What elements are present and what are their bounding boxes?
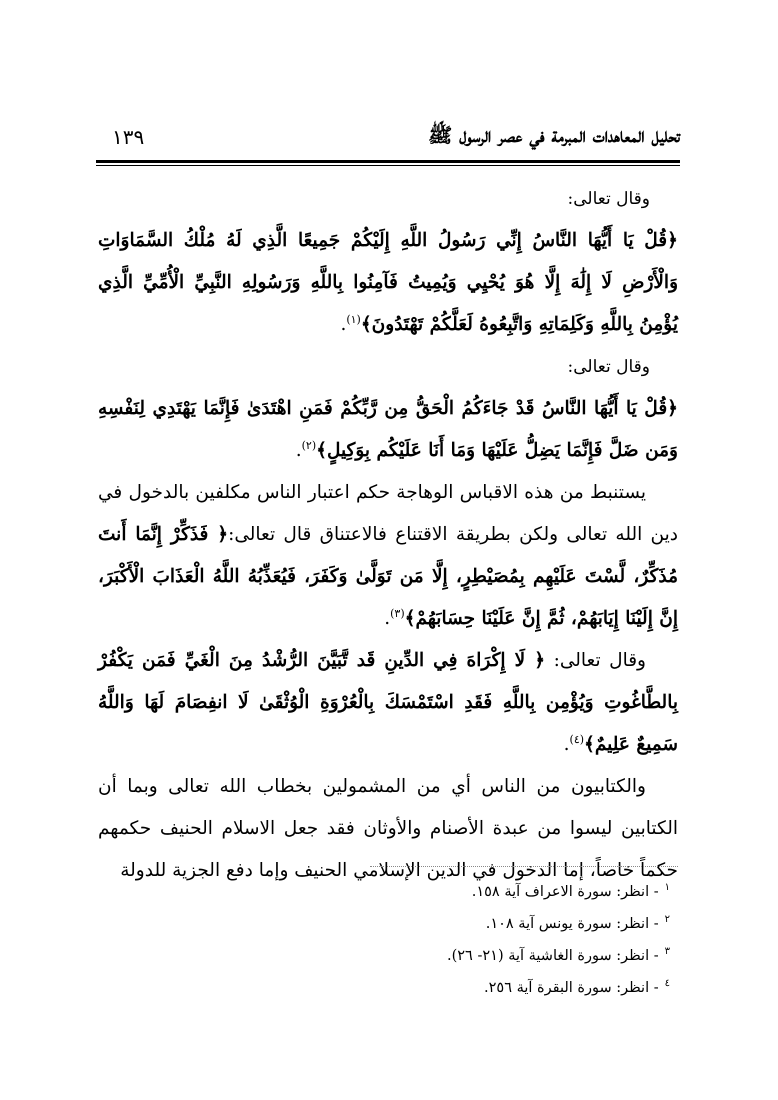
verse-text: ﴿قُلْ يَا أَيُّهَا النَّاسُ قَدْ جَاءَكُمُ الْحَقُّ مِن رَّبِّكُمْ فَمَنِ اهْتَدَىٰ فَإِنَّمَا يَهْتَدِي لِنَفْسِهِ وَمَن ضَلَّ فَإِنَّمَا يَضِلُّ عَلَيْهَا وَمَا أَنَا عَلَيْكُم بِوَكِيلٍ﴾ — [98, 398, 678, 461]
verse-text: ﴿ لَا إِكْرَاهَ فِي الدِّينِ قَد تَّبَيَّنَ الرُّشْدُ مِنَ الْغَيِّ فَمَن يَكْفُرْ بِالطَّاغُوتِ وَيُؤْمِن بِاللَّهِ فَقَدِ اسْتَمْسَكَ بِالْعُرْوَةِ الْوُثْقَىٰ لَا انفِصَامَ لَهَا وَاللَّهُ سَمِيعٌ عَلِيمٌ﴾ — [98, 650, 678, 755]
footnote-separator — [370, 866, 678, 867]
footnote-number: ٢ — [664, 914, 670, 926]
footnote — [250, 940, 670, 972]
quran-quote-1: ﴿قُلْ يَا أَيُّهَا النَّاسُ إِنِّي رَسُولُ اللَّهِ إِلَيْكُمْ جَمِيعًا الَّذِي لَهُ مُلْكُ السَّمَاوَاتِ وَالْأَرْضِ لَا إِلَٰهَ إِلَّا هُوَ يُحْيِي وَيُمِيتُ فَآمِنُوا بِاللَّهِ وَرَسُولِهِ النَّبِيِّ الْأُمِّيِّ الَّذِي يُؤْمِنُ بِاللَّهِ وَكَلِمَاتِهِ وَاتَّبِعُوهُ لَعَلَّكُمْ تَهْتَدُونَ﴾$^{(١)}$. — [98, 230, 678, 335]
running-header-title: تحليل المعاهدات المبرمة في عصر الرسول ﷺ — [428, 123, 680, 147]
footnote-reference: (٣) — [390, 606, 405, 620]
header-rule-thick — [96, 160, 680, 163]
footnote-number: ١ — [664, 882, 670, 894]
quran-quote-2: ﴿قُلْ يَا أَيُّهَا النَّاسُ قَدْ جَاءَكُمُ الْحَقُّ مِن رَّبِّكُمْ فَمَنِ اهْتَدَىٰ فَإِنَّمَا يَهْتَدِي لِنَفْسِهِ وَمَن ضَلَّ فَإِنَّمَا يَضِلُّ عَلَيْهَا وَمَا أَنَا عَلَيْكُم بِوَكِيلٍ﴾$^{(٢)}$. — [98, 398, 678, 461]
footnote-reference: (٢) — [301, 438, 317, 452]
paragraph-3: والكتابيون من الناس أي من المشمولين بخطاب الله تعالى وبما أن الكتابين ليسوا من عبدة الأصنام والأوثان فقد جعل الاسلام الحنيف حكمهم حكماً خاصاً، إما الدخول في الدين الإسلامي الحنيف وإما دفع الجزية للدولة — [98, 776, 678, 881]
footnote-text: - انظر: سورة الغاشية آية (٢١- ٢٦). — [446, 948, 659, 964]
footnote-number: ٣ — [664, 946, 670, 958]
footnote-text: - انظر: سورة الاعراف آية ١٥٨. — [471, 884, 659, 900]
intro-line-1: وقال تعالى: — [567, 189, 650, 209]
paragraph-2: وقال تعالى: ﴿ لَا إِكْرَاهَ فِي الدِّينِ قَد تَّبَيَّنَ الرُّشْدُ مِنَ الْغَيِّ فَمَن يَكْفُرْ بِالطَّاغُوتِ وَيُؤْمِن بِاللَّهِ فَقَدِ اسْتَمْسَكَ بِالْعُرْوَةِ الْوُثْقَىٰ لَا انفِصَامَ لَهَا وَاللَّهُ سَمِيعٌ عَلِيمٌ﴾$^{(٤)}$. — [98, 650, 678, 755]
paragraph-text: وقال تعالى: — [553, 650, 646, 671]
verse-text: ﴿ فَذَكِّرْ إِنَّمَا أَنتَ مُذَكِّرٌ، لَّسْتَ عَلَيْهِم بِمُصَيْطِرٍ، إِلَّا مَن تَوَلَّىٰ وَكَفَرَ، فَيُعَذِّبُهُ اللَّهُ الْعَذَابَ الْأَكْبَرَ، إِنَّ إِلَيْنَا إِيَابَهُمْ، ثُمَّ إِنَّ عَلَيْنَا حِسَابَهُمْ﴾ — [98, 524, 678, 629]
footnote — [250, 876, 670, 908]
body-text — [98, 178, 678, 892]
paragraph-1: يستنبط من هذه الاقباس الوهاجة حكم اعتبار الناس مكلفين بالدخول في دين الله تعالى ولكن بطريقة الاقتناع فالاعتناق قال تعالى:﴿ فَذَكِّرْ إِنَّمَا أَنتَ مُذَكِّرٌ، لَّسْتَ عَلَيْهِم بِمُصَيْطِرٍ، إِلَّا مَن تَوَلَّىٰ وَكَفَرَ، فَيُعَذِّبُهُ اللَّهُ الْعَذَابَ الْأَكْبَرَ، إِنَّ إِلَيْنَا إِيَابَهُمْ، ثُمَّ إِنَّ عَلَيْنَا حِسَابَهُمْ﴾$^{(٣)}$. — [98, 482, 679, 629]
intro-line-2: وقال تعالى: — [567, 357, 650, 377]
header-rule-thin — [96, 165, 680, 166]
verse-text: ﴿قُلْ يَا أَيُّهَا النَّاسُ إِنِّي رَسُولُ اللَّهِ إِلَيْكُمْ جَمِيعًا الَّذِي لَهُ مُلْكُ السَّمَاوَاتِ وَالْأَرْضِ لَا إِلَٰهَ إِلَّا هُوَ يُحْيِي وَيُمِيتُ فَآمِنُوا بِاللَّهِ وَرَسُولِهِ النَّبِيِّ الْأُمِّيِّ الَّذِي يُؤْمِنُ بِاللَّهِ وَكَلِمَاتِهِ وَاتَّبِعُوهُ لَعَلَّكُمْ تَهْتَدُونَ﴾ — [98, 230, 678, 335]
footnote-number: ٤ — [664, 978, 670, 990]
footnote-reference: (١) — [346, 312, 361, 326]
footnote-text: - انظر: سورة يونس آية ١٠٨. — [485, 916, 659, 932]
footnote-reference: (٤) — [569, 732, 585, 746]
page-number: ١٣٩ — [112, 125, 145, 149]
footnotes — [250, 876, 670, 1004]
footnote-text: - انظر: سورة البقرة آية ٢٥٦. — [484, 980, 659, 996]
paragraph-text: يستنبط من هذه الاقباس الوهاجة حكم اعتبار الناس مكلفين بالدخول في دين الله تعالى ولكن بطريقة الاقتناع فالاعتناق قال تعالى: — [98, 482, 679, 545]
footnote — [250, 908, 670, 940]
footnote — [250, 972, 670, 1004]
